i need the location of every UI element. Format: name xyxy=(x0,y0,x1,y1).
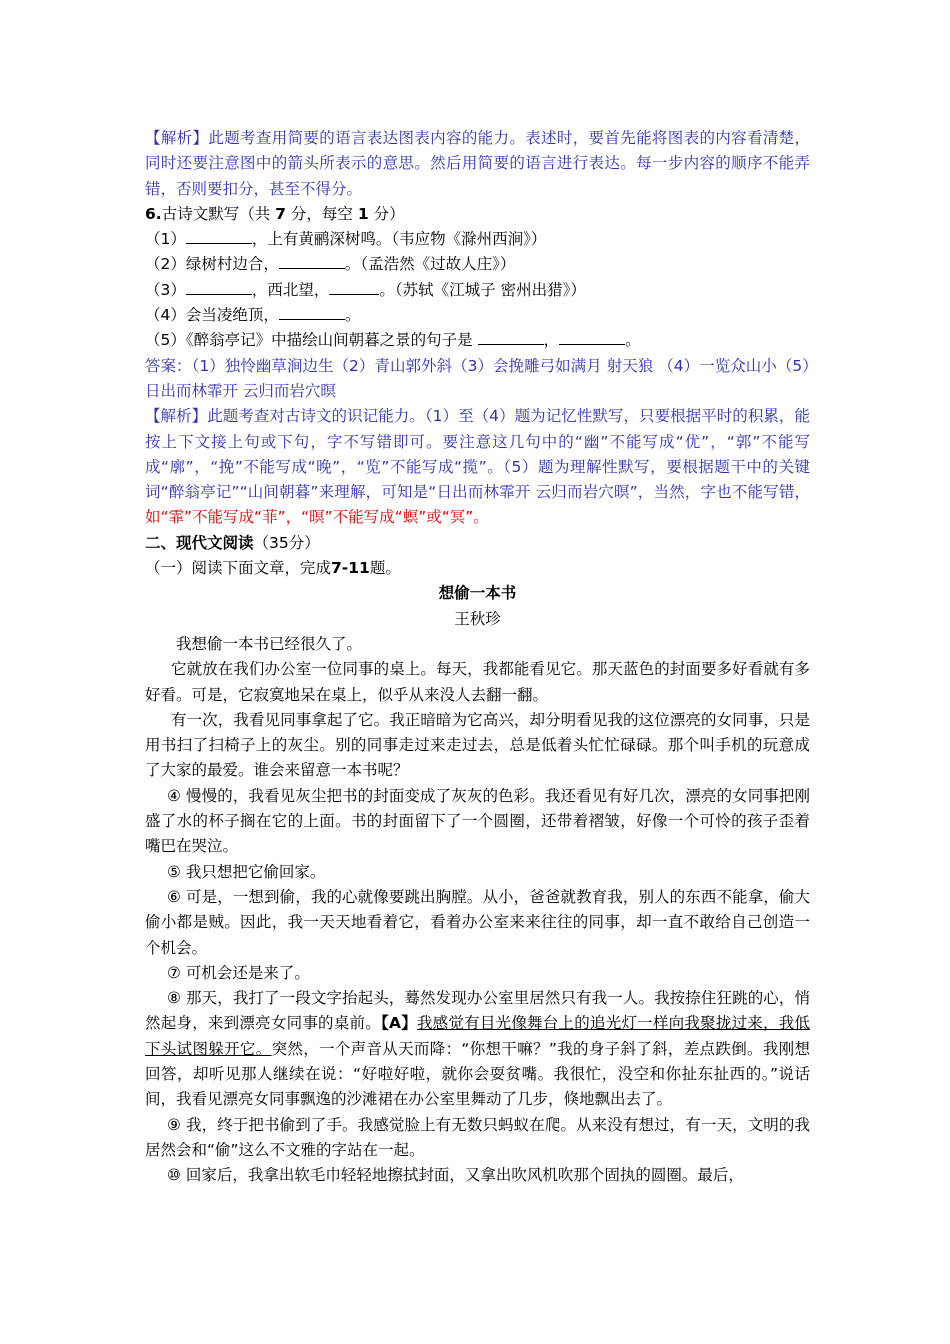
section-2-heading: 二、现代文阅读（35分） xyxy=(145,533,320,552)
paragraph-5: ⑤ 我只想把它偷回家。 xyxy=(167,862,326,881)
marker-a: 【A】 xyxy=(380,1014,417,1033)
article-title: 想偷一本书 xyxy=(438,584,517,603)
paragraph-1: 我想偷一本书已经很久了。 xyxy=(176,634,363,653)
answer-blank[interactable] xyxy=(329,293,379,295)
answer-blank[interactable] xyxy=(478,343,544,345)
paragraph-3: 有一次，我看见同事拿起了它。我正暗暗为它高兴，却分明看见我的这位漂亮的女同事，只是用书扫了扫椅子上的灰尘。别的同事走过来走过去，总是低着头忙忙碌碌。那个叫手机的玩意成了大家的最爱。谁会来留意一本书呢？ xyxy=(145,710,810,780)
answer-blank[interactable] xyxy=(186,293,252,295)
analysis-q6: 【解析】此题考查对古诗文的识记能力。（1）至（4）题为记忆性默写，只要根据平时的积累，能按上下文接上句或下句，字不写错即可。要注意这几句中的“幽”不能写成“优”，“郭”不能写成“廓”，“挽”不能写成“晚”，“览”不能写成“揽”。（5）题为理解性默写，要根据题干中的关键词“醉翁亭记”“山间朝暮”来理解，可知是“日出而林霏开 云归而岩穴暝”，当然，字也不能写错，如“霏”不能写成“菲”，“暝”不能写成“螟”或“冥”。 xyxy=(145,407,810,527)
q6-item-1: （1） ，上有黄鹂深树鸣。（韦应物《滁州西涧》） xyxy=(145,230,547,249)
paragraph-9: ⑨ 我，终于把书偷到了手。我感觉脸上有无数只蚂蚁在爬。从来没有想过，有一天，文明的我居然会和“偷”这么不文雅的字站在一起。 xyxy=(145,1115,810,1159)
q6-item-2: （2）绿树村边合， 。（孟浩然《过故人庄》） xyxy=(145,255,516,274)
q6-item-4: （4）会当凌绝顶， 。 xyxy=(145,306,361,325)
answer-blank[interactable] xyxy=(186,242,252,244)
paragraph-10: ⑩ 回家后，我拿出软毛巾轻轻地擦拭封面，又拿出吹风机吹那个固执的圆圈。最后， xyxy=(167,1166,744,1185)
underlined-sentence: 我感觉有目光像舞台上的追光灯一样向我聚拢过来，我低下头试图躲开它。 xyxy=(145,1014,810,1058)
paragraph-7: ⑦ 可机会还是来了。 xyxy=(167,963,310,982)
analysis-q5 xyxy=(145,126,810,202)
section-2-instruction: （一）阅读下面文章，完成7-11题。 xyxy=(145,559,401,578)
analysis-tag: 【解析】 xyxy=(145,129,209,147)
answer-blank[interactable] xyxy=(559,343,625,345)
document-page xyxy=(145,126,810,1188)
q6-item-3: （3） ，西北望， 。（苏轼《江城子 密州出猎》） xyxy=(145,280,586,299)
analysis-text: 此题考查用简要的语言表达图表内容的能力。表述时，要首先能将图表的内容看清楚，同时还要注意图中的箭头所表示的意思。然后用简要的语言进行表达。每一步内容的顺序不能弄错，否则要扣分，甚至不得分。 xyxy=(145,129,810,198)
answer-blank[interactable] xyxy=(279,267,345,269)
paragraph-6: ⑥ 可是，一想到偷，我的心就像要跳出胸膛。从小，爸爸就教育我，别人的东西不能拿，偷大偷小都是贼。因此，我一天天地看着它，看着办公室来来往往的同事，却一直不敢给自己创造一个机会。 xyxy=(145,887,810,957)
paragraph-8: ⑧ 那天，我打了一段文字抬起头，蓦然发现办公室里居然只有我一人。我按捺住狂跳的心，悄然起身，来到漂亮女同事的桌前。【A】我感觉有目光像舞台上的追光灯一样向我聚拢过来，我低下头试图躲开它。突然，一个声音从天而降：“你想干嘛？”我的身子斜了斜，差点跌倒。我刚想回答，却听见那人继续在说：“好啦好啦，就你会耍贫嘴。我很忙，没空和你扯东扯西的。”说话间，我看见漂亮女同事飘逸的沙滩裙在办公室里舞动了几步，倏地飘出去了。 xyxy=(145,989,810,1109)
paragraph-4: ④ 慢慢的，我看见灰尘把书的封面变成了灰灰的色彩。我还看见有好几次，漂亮的女同事把刚盛了水的杯子搁在它的上面。书的封面留下了一个圆圈，还带着褶皱，好像一个可怜的孩子歪着嘴巴在哭泣。 xyxy=(145,786,810,856)
q6-item-5: （5）《醉翁亭记》中描绘山间朝暮之景的句子是 ， 。 xyxy=(145,331,641,350)
q6-heading: 6.古诗文默写（共 7 分，每空 1 分） xyxy=(145,204,405,223)
paragraph-2: 它就放在我们办公室一位同事的桌上。每天，我都能看见它。那天蓝色的封面要多好看就有多好看。可是，它寂寞地呆在桌上，似乎从来没人去翻一翻。 xyxy=(145,660,810,704)
article-author: 王秋珍 xyxy=(454,609,501,628)
q6-answer: 答案：（1）独怜幽草涧边生（2）青山郭外斜（3）会挽雕弓如满月 射天狼 （4）一览众山小（5）日出而林霏开 云归而岩穴暝 xyxy=(145,356,810,400)
answer-blank[interactable] xyxy=(279,318,345,320)
